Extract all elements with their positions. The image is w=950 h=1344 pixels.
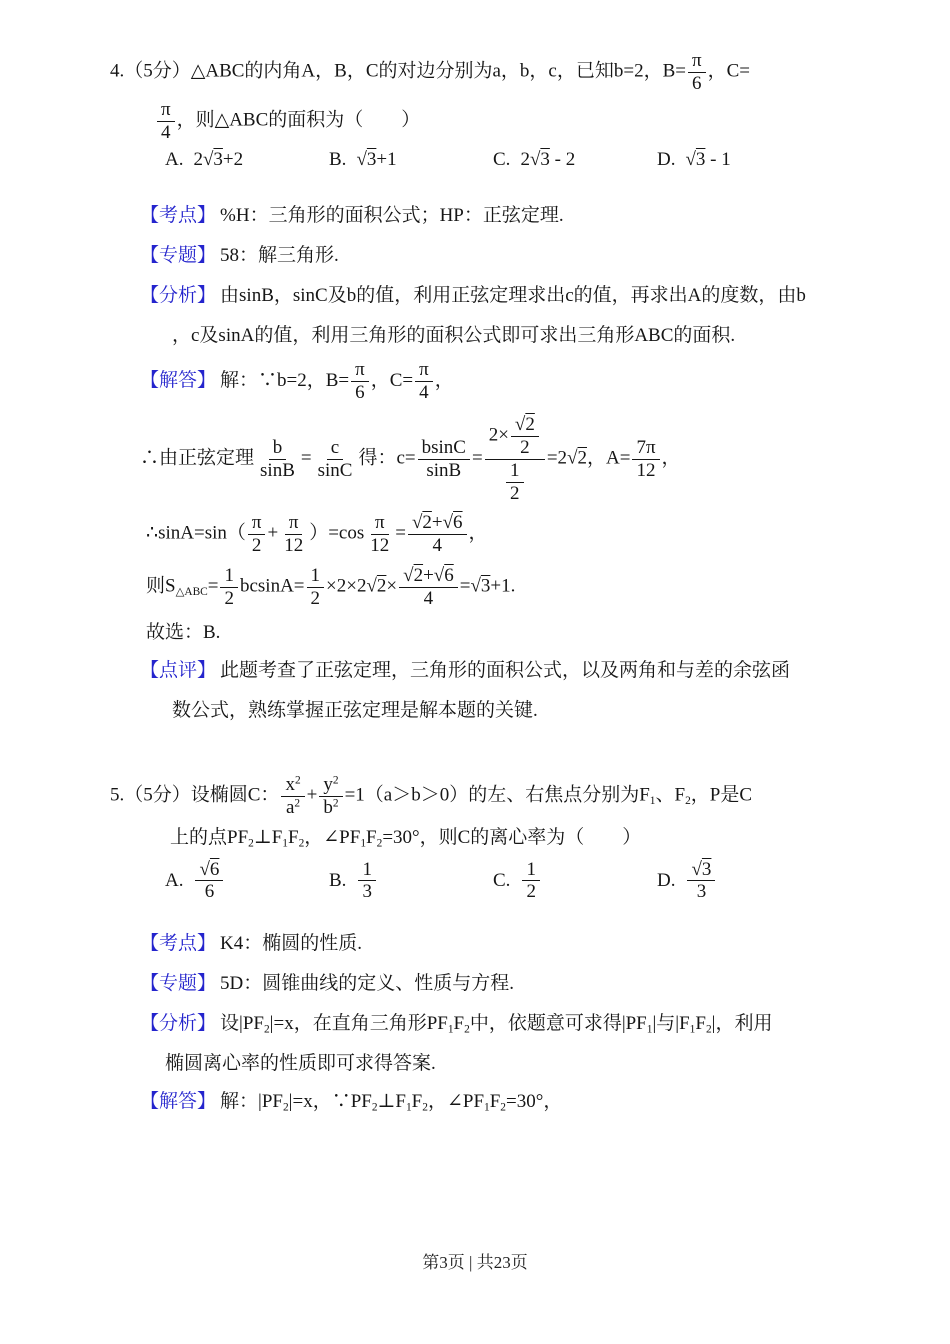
jieda-line-1: 解：$|PF_2|=x$，$\because PF_2\perp F_1F_2$，$\angle PF_1F_2=30^\circ$，	[220, 1091, 563, 1114]
option-b-value: $\frac{1}{3}$	[356, 859, 378, 904]
question-5-option-c	[493, 859, 657, 904]
zhuanti-label: 【专题】	[140, 973, 217, 995]
option-b-value: √3+1	[356, 149, 397, 171]
option-b-label: B.	[329, 149, 347, 171]
dianping-label: 【点评】	[140, 659, 217, 681]
question-5	[110, 774, 855, 1117]
question-4-option-d	[657, 149, 731, 171]
option-a-value: 2√3+2	[193, 149, 244, 171]
question-4-option-b	[329, 149, 493, 171]
option-d-label: D.	[657, 149, 676, 171]
question-4	[110, 50, 855, 726]
question-4-line-2: $\frac{\pi}{4}$ ，则△ABC的面积为（ ）	[110, 99, 855, 144]
zhuanti-text: 5D：圆锥曲线的定义、性质与方程.	[220, 973, 514, 995]
page-footer: 第3页 | 共23页	[422, 1253, 528, 1272]
spacer	[110, 734, 855, 774]
jieda-label: 【解答】	[140, 370, 217, 392]
option-a-label: A.	[165, 149, 184, 171]
option-c-value: 2√3 - 2	[520, 149, 576, 171]
q5-section-zhuanti	[110, 969, 855, 999]
dianping-text-1: 此题考查了正弦定理，三角形的面积公式，以及两角和与差的余弦函	[220, 659, 791, 681]
option-a-value: $\frac{√6}{6}$	[193, 859, 225, 904]
kaodian-label: 【考点】	[140, 933, 217, 955]
q5-fenxi-line-2: 椭圆离心率的性质即可求得答案.	[165, 1053, 436, 1075]
question-5-options-row	[110, 859, 855, 904]
option-d-value: $\frac{√3}{3}$	[685, 859, 717, 904]
q4-section-fenxi	[110, 281, 855, 311]
question-5-line-1: 5.（5分）设椭圆C： $\frac{x^2}{a^2}$ + $\frac{y^2}{b^2}$ =1（a＞b＞0）的左、右焦点分别为$F_1$、$F_2$，P是C	[110, 773, 753, 818]
question-5-option-d	[657, 859, 717, 904]
kaodian-text: K4：椭圆的性质.	[220, 933, 362, 955]
question-4-line-1: 4.（5分）△ABC的内角A，B，C的对边分别为a，b，c，已知b=2，B= $\frac{\pi}{6}$ ，C=	[110, 50, 750, 94]
q4-jieda-line-4: 则$S_{\triangle ABC}=$ $\frac{1}{2}$ bcsinA= $\frac{1}{2}$ ×2×2√2× $\frac{√2+√6}{4}$ =√3+1.	[146, 565, 516, 609]
fenxi-text-1: 设$|PF_2|=x$，在直角三角形$PF_1F_2$中，依题意可求得$|PF_1|$与$|F_1F_2|$，利用	[220, 1013, 773, 1036]
jieda-line-1: 解：∵b=2，B= $\frac{\pi}{6}$ ，C= $\frac{\pi}{4}$ ，	[220, 359, 454, 404]
option-a-label: A.	[165, 869, 184, 891]
question-5-option-b	[329, 859, 493, 904]
kaodian-text: %H：三角形的面积公式；HP：正弦定理.	[220, 205, 564, 227]
q4-fenxi-line-2: ，c及sinA的值，利用三角形的面积公式即可求出三角形ABC的面积.	[172, 325, 736, 347]
option-d-value: √3 - 1	[685, 149, 731, 171]
question-4-solution	[110, 201, 855, 725]
q4-section-dianping	[110, 656, 855, 686]
q4-jieda-line-5: 故选：B.	[146, 621, 221, 643]
question-4-option-a	[165, 149, 329, 171]
question-5-line-2: 上的点$PF_2\perp F_1F_2$，$\angle PF_1F_2=30^\circ$，则C的离心率为（ ）	[170, 826, 642, 849]
question-4-options-row	[110, 149, 855, 171]
option-b-label: B.	[329, 869, 347, 891]
zhuanti-label: 【专题】	[140, 245, 217, 267]
q4-section-zhuanti	[110, 241, 855, 271]
fenxi-label: 【分析】	[140, 285, 217, 307]
q4-jieda-line-2: ∴由正弦定理 $\frac{b}{\sin B}$ = $\frac{c}{\sin C}$ 得：c= $\frac{bsinC}{\sin B}$ = 2× $\frac{√2}{2}$ $\frac{1}{2}$ =2√2，A= $\frac{7\pi}{12}$ ，	[140, 414, 681, 504]
q4-dianping-line-2: 数公式，熟练掌握正弦定理是解本题的关键.	[172, 699, 538, 721]
q4-section-jieda	[110, 359, 855, 404]
option-c-label: C.	[493, 149, 511, 171]
fenxi-text-1: 由sinB，sinC及b的值，利用正弦定理求出c的值，再求出A的度数，由b	[220, 285, 806, 307]
jieda-label: 【解答】	[140, 1091, 217, 1113]
q4-section-kaodian	[110, 201, 855, 231]
zhuanti-text: 58：解三角形.	[220, 245, 339, 267]
option-c-label: C.	[493, 869, 511, 891]
option-c-value: $\frac{1}{2}$	[520, 859, 542, 904]
q5-section-kaodian	[110, 929, 855, 959]
fenxi-label: 【分析】	[140, 1013, 217, 1035]
question-5-option-a	[165, 859, 329, 904]
question-4-option-c	[493, 149, 657, 171]
kaodian-label: 【考点】	[140, 205, 217, 227]
option-d-label: D.	[657, 869, 676, 891]
question-5-solution	[110, 929, 855, 1117]
q4-jieda-line-3: ∴sinA=sin（ $\frac{\pi}{2}$ + $\frac{\pi}{12}$ ）=cos $\frac{\pi}{12}$ = $\frac{√2+√6}{4}$ ，	[146, 512, 488, 557]
q5-section-fenxi	[110, 1009, 855, 1039]
q5-section-jieda	[110, 1087, 855, 1117]
